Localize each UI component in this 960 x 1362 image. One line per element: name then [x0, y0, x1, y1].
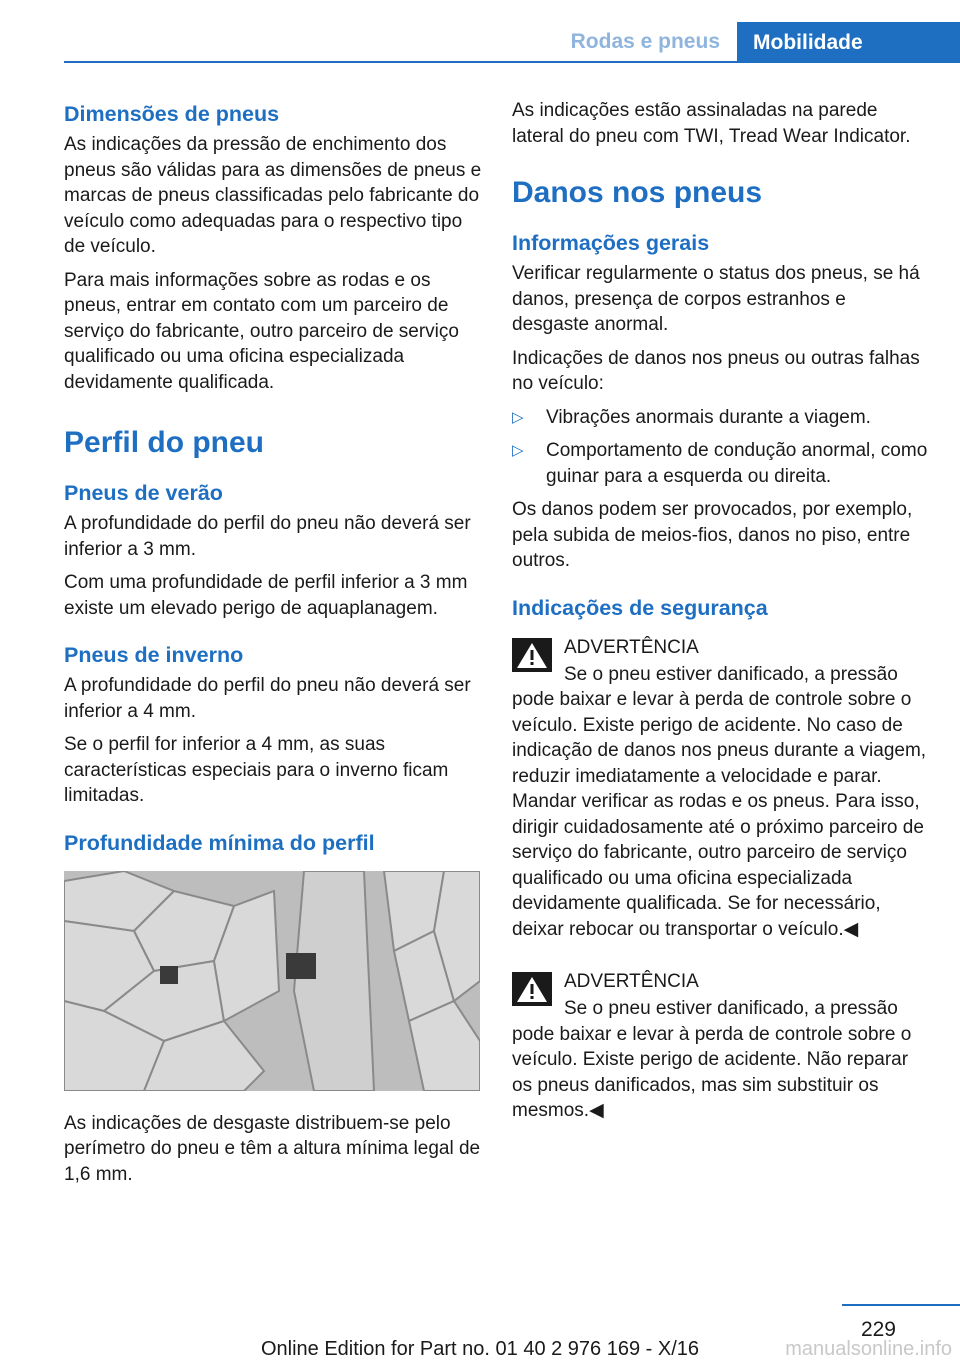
warning-block	[512, 634, 928, 943]
paragraph: A profundidade do perfil do pneu não deverá ser inferior a 3 mm.	[64, 513, 471, 560]
heading-summer-tires: Pneus de verão	[64, 481, 223, 505]
heading-tire-dimensions: Dimensões de pneus	[64, 102, 280, 126]
heading-minimum-tread-depth: Profundidade mínima do perfil	[64, 830, 375, 855]
wear-indicator-mark	[286, 953, 316, 979]
paragraph: As indicações estão assinaladas na parede lateral do pneu com TWI, Tread Wear Indicator.	[512, 100, 911, 147]
heading-tire-damage: Danos nos pneus	[512, 176, 763, 209]
list-item	[512, 405, 928, 431]
heading-general-info: Informações gerais	[512, 231, 710, 255]
tire-tread-illustration	[64, 871, 480, 1091]
warning-block	[512, 968, 928, 1124]
warning-text: Se o pneu estiver danificado, a pressão pode baixar e levar à perda de controle sobre o veículo. Existe perigo de acidente. Não reparar os pneus danificados, mas sim substituir os mesmos.◀	[512, 998, 912, 1121]
triangle-right-icon: ▷	[512, 408, 524, 426]
paragraph: Os danos podem ser provocados, por exemplo, pela subida de meios-fios, danos no piso, entre outros.	[512, 499, 913, 571]
paragraph: Verificar regularmente o status dos pneus, se há danos, presença de corpos estranhos e desgaste anormal.	[512, 263, 920, 335]
header-section-title: Rodas e pneus	[570, 30, 720, 53]
paragraph: As indicações da pressão de enchimento dos pneus são válidas para as dimensões de pneus e marcas de pneus classificadas pelo fabricante do veículo como adequadas para o respectivo tipo de veículo.	[64, 134, 482, 257]
page-number-rule	[842, 1304, 960, 1306]
header-chapter-label: Mobilidade	[753, 30, 863, 54]
watermark: manualsonline.info	[785, 1338, 952, 1360]
paragraph: A profundidade do perfil do pneu não deverá ser inferior a 4 mm.	[64, 675, 471, 722]
warning-text: Se o pneu estiver danificado, a pressão pode baixar e levar à perda de controle sobre o veículo. Existe perigo de acidente. No caso de indicação de danos nos pneus durante a viagem, reduzir imediatamente a velocidade e parar. Mandar verificar as rodas e os pneus. Para isso, dirigir cuidadosamente até o próximo parceiro de serviço do fabricante, outro parceiro de serviço qualificado ou uma oficina especializada devidamente qualificada. Se for necessário, deixar rebocar ou transportar o veículo.◀	[512, 663, 927, 940]
right-column	[512, 98, 928, 1124]
header-chapter-tab	[737, 22, 960, 63]
paragraph: Indicações de danos nos pneus ou outras falhas no veículo:	[512, 347, 920, 394]
warning-title: ADVERTÊNCIA	[564, 971, 699, 992]
left-column	[64, 98, 482, 1195]
paragraph: Para mais informações sobre as rodas e os pneus, entrar em contato com um parceiro de serviço do fabricante, outro parceiro de serviço qualificado ou uma oficina especializada devidamente qualificada.	[64, 269, 459, 393]
paragraph: Com uma profundidade de perfil inferior a 3 mm existe um elevado perigo de aquaplanagem.	[64, 572, 468, 619]
warning-triangle-icon	[512, 972, 552, 1006]
heading-safety-notes: Indicações de segurança	[512, 595, 768, 620]
paragraph: Se o perfil for inferior a 4 mm, as suas características especiais para o inverno ficam limitadas.	[64, 734, 449, 806]
tread-wear-indicator-figure	[64, 871, 480, 1091]
triangle-right-icon: ▷	[512, 442, 524, 459]
damage-indications-list	[512, 405, 928, 490]
edition-footer: Online Edition for Part no. 01 40 2 976 169 - X/16	[260, 1338, 700, 1360]
heading-tire-tread: Perfil do pneu	[64, 426, 265, 459]
list-item	[512, 438, 928, 489]
warning-title: ADVERTÊNCIA	[564, 636, 699, 658]
list-item-text: Vibrações anormais durante a viagem.	[546, 406, 871, 428]
list-item-text: Comportamento de condução anormal, como guinar para a esquerda ou direita.	[546, 440, 928, 487]
page-number: 229	[860, 1318, 896, 1341]
heading-winter-tires: Pneus de inverno	[64, 643, 244, 667]
paragraph: As indicações de desgaste distribuem-se pelo perímetro do pneu e têm a altura mínima legal de 1,6 mm.	[64, 1112, 481, 1185]
wear-indicator-mark	[160, 966, 178, 984]
warning-triangle-icon	[512, 638, 552, 672]
